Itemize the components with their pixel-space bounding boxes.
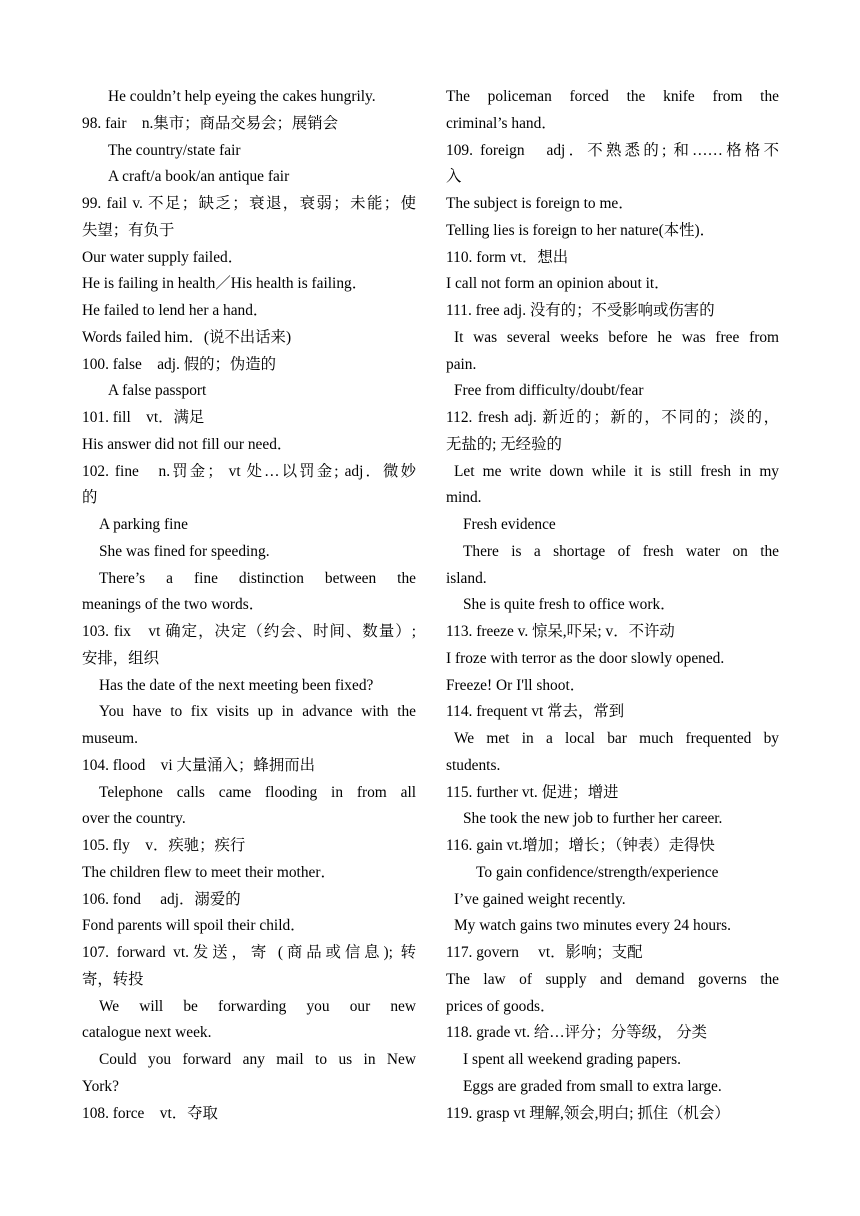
text-line: Fond parents will spoil their child． bbox=[82, 917, 306, 935]
text-line: 101. fill vt．满足 bbox=[82, 409, 205, 426]
text-line: The children flew to meet their mother． bbox=[82, 863, 336, 881]
text-line: 116. gain vt.增加；增长；（钟表）走得快 bbox=[446, 837, 715, 854]
text-line: Freeze! Or I'll shoot． bbox=[446, 676, 586, 694]
text-line: 103. fix vt 确定，决定（约会、时间、数量）; bbox=[82, 623, 416, 640]
text-line: We met in a local bar much frequented by bbox=[454, 730, 779, 747]
text-line: Has the date of the next meeting been fixed? bbox=[99, 676, 374, 694]
text-line: I’ve gained weight recently. bbox=[454, 890, 626, 908]
text-line: There’s a fine distinction between the bbox=[99, 569, 416, 587]
text-line: 106. fond adj．溺爱的 bbox=[82, 890, 241, 908]
text-line: 的 bbox=[82, 489, 98, 507]
text-line: York? bbox=[82, 1077, 119, 1095]
text-line: 105. fly v．疾驰；疾行 bbox=[82, 837, 246, 854]
text-line: He couldn’t help eyeing the cakes hungrily. bbox=[108, 88, 376, 105]
text-line: criminal’s hand． bbox=[446, 114, 557, 132]
text-line: The subject is foreign to me． bbox=[446, 195, 634, 212]
text-line: 111. free adj. 没有的；不受影响或伤害的 bbox=[446, 302, 715, 319]
text-line: You have to fix visits up in advance with the bbox=[99, 703, 416, 721]
text-line: Let me write down while it is still fresh in my bbox=[454, 462, 779, 480]
text-line: 98. fair n.集市；商品交易会；展销会 bbox=[82, 114, 339, 132]
text-line: 102. fine n.罚金； vt 处…以罚金; adj．微妙 bbox=[82, 462, 416, 480]
text-line: over the country. bbox=[82, 810, 186, 828]
text-line: Telephone calls came flooding in from all bbox=[99, 783, 416, 801]
text-line: 118. grade vt. 给…评分；分等级， 分类 bbox=[446, 1024, 708, 1042]
text-line: She took the new job to further her career. bbox=[463, 810, 723, 828]
text-line: He is failing in health／His health is failing． bbox=[82, 275, 368, 293]
left-column bbox=[82, 84, 416, 1127]
text-line: 104. flood vi 大量涌入；蜂拥而出 bbox=[82, 756, 315, 774]
text-line: The policeman forced the knife from the bbox=[446, 88, 779, 105]
text-line: The law of supply and demand governs the bbox=[446, 970, 779, 988]
text-line: 108. force vt．夺取 bbox=[82, 1104, 218, 1122]
text-line: mind. bbox=[446, 489, 482, 507]
text-line: He failed to lend her a hand． bbox=[82, 302, 269, 319]
text-line: pain. bbox=[446, 355, 477, 373]
text-line: Free from difficulty/doubt/fear bbox=[454, 382, 644, 400]
text-line: Our water supply failed． bbox=[82, 248, 244, 266]
text-line: The country/state fair bbox=[108, 141, 241, 159]
text-line: 112. fresh adj. 新近的；新的，不同的；淡的， bbox=[446, 409, 779, 426]
text-line: Words failed him．(说不出话来) bbox=[82, 328, 292, 346]
text-line: 110. form vt．想出 bbox=[446, 248, 569, 266]
text-line: island. bbox=[446, 569, 487, 587]
text-line: 入 bbox=[446, 168, 462, 186]
right-column bbox=[446, 84, 779, 1127]
text-line: I spent all weekend grading papers. bbox=[463, 1051, 681, 1068]
text-line: 100. false adj. 假的；伪造的 bbox=[82, 355, 277, 373]
text-line: His answer did not fill our need． bbox=[82, 435, 293, 453]
text-line: 115. further vt. 促进；增进 bbox=[446, 783, 619, 801]
text-line: Could you forward any mail to us in New bbox=[99, 1051, 416, 1068]
text-line: 99. fail v. 不足；缺乏；衰退，衰弱；未能；使 bbox=[82, 195, 416, 212]
text-line: My watch gains two minutes every 24 hours. bbox=[454, 917, 731, 935]
text-line: 113. freeze v. 惊呆,吓呆; v．不许动 bbox=[446, 623, 675, 640]
text-line: I call not form an opinion about it． bbox=[446, 275, 670, 293]
text-line: I froze with terror as the door slowly opened. bbox=[446, 649, 725, 667]
text-line: prices of goods． bbox=[446, 997, 556, 1015]
text-line: It was several weeks before he was free from bbox=[454, 328, 779, 346]
text-line: 107. forward vt.发送，寄 (商品或信息); 转 bbox=[82, 944, 416, 961]
text-line: catalogue next week. bbox=[82, 1024, 212, 1042]
text-line: 119. grasp vt 理解,领会,明白; 抓住（机会） bbox=[446, 1104, 730, 1122]
text-line: A false passport bbox=[108, 382, 207, 400]
text-line: To gain confidence/strength/experience bbox=[476, 863, 719, 881]
text-line: 117. govern vt．影响；支配 bbox=[446, 944, 643, 961]
text-line: A craft/a book/an antique fair bbox=[108, 168, 290, 186]
text-line: students. bbox=[446, 756, 501, 774]
text-line: meanings of the two words． bbox=[82, 596, 265, 614]
text-line: 109. foreign adj．不熟悉的; 和……格格不 bbox=[446, 141, 779, 159]
text-line: 无盐的; 无经验的 bbox=[446, 435, 562, 453]
text-line: 失望；有负于 bbox=[82, 221, 175, 239]
text-line: 114. frequent vt 常去，常到 bbox=[446, 703, 625, 721]
text-line: Telling lies is foreign to her nature(本性)． bbox=[446, 221, 716, 239]
text-line: She is quite fresh to office work． bbox=[463, 596, 676, 614]
text-line: Fresh evidence bbox=[463, 516, 556, 533]
text-line: museum. bbox=[82, 730, 139, 747]
text-line: We will be forwarding you our new bbox=[99, 997, 416, 1015]
text-line: 寄，转投 bbox=[82, 970, 144, 988]
text-line: Eggs are graded from small to extra large. bbox=[463, 1077, 722, 1095]
text-line: She was fined for speeding. bbox=[99, 542, 270, 560]
text-line: 安排，组织 bbox=[82, 649, 159, 667]
text-line: A parking fine bbox=[99, 516, 188, 533]
text-line: There is a shortage of fresh water on the bbox=[463, 542, 779, 560]
